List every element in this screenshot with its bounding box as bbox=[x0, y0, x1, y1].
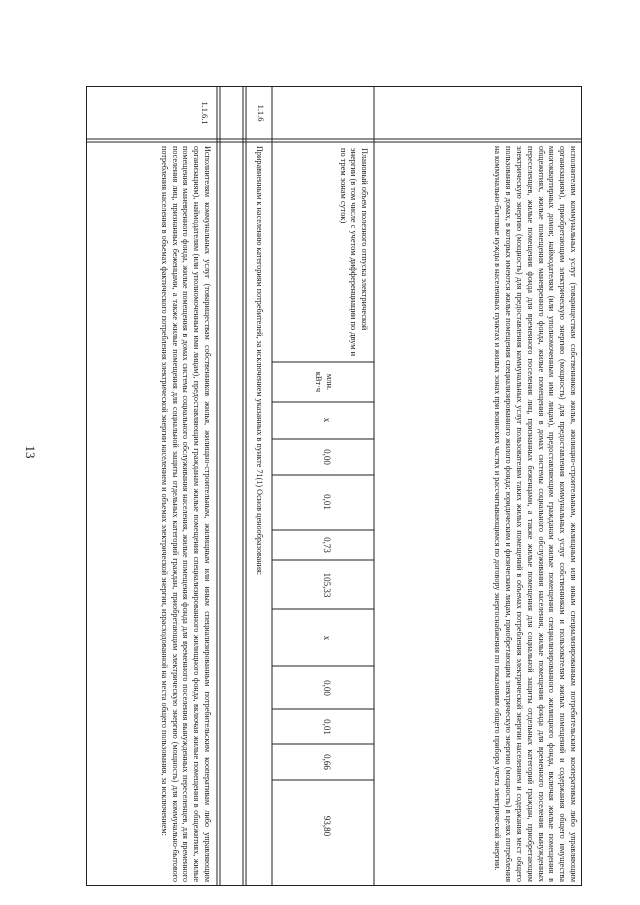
volume-value-7: 0,00 bbox=[322, 680, 332, 696]
volume-value-9: 0,66 bbox=[322, 754, 332, 770]
code-1-1-6-1: 1.1.6.1 bbox=[200, 101, 209, 125]
volume-value-8: 0,01 bbox=[322, 719, 332, 735]
volume-label: Плановый объем полезного отпуска электрической энергии (в том числе с учетом дифференциации по двум и по трем зонам суток) bbox=[339, 148, 369, 357]
code-1-1-6: 1.1.6 bbox=[256, 104, 265, 122]
volume-value-4: 0,73 bbox=[322, 537, 332, 553]
volume-value-6: х bbox=[322, 635, 332, 641]
row-1-1-6-text: Приравненным к населению категориям потребителей, за исключением указанных в пункте 71(1) Основ ценообразования: bbox=[255, 146, 264, 576]
intro-text-block: исполнителям коммунальных услуг (товариществам собственников жилья, жилищно-строительным, жилищным или иным специализированным потребительским кооперативам либо управляющим организациям), приобретающим электрическую энергию (мощность) для предоставления коммунальных услуг собственникам и пользователям жилых помещений и содержания общего имущества многоквартирных домов; наймодателям (или уполномоченным ими лицам), предоставляющим гражданам жилые помещения специализированного жилищного фонда, включая жилые помещения в общежитиях, жилые помещения маневренного фонда, жилые помещения в домах системы социального обслуживания населения, жилые помещения фонда для временного поселения вынужденных переселенцев, жилые помещения фонда для временного поселения лиц, признанных беженцами, а также жилые помещения для социальной защиты отдельных категорий граждан, приобретающим электрическую энергию (мощность) для предоставления коммунальных услуг пользователям таких жилых помещений в объемах потребления электрической энергии населением и содержания мест общего пользования в домах, в которых имеются жилые помещения специализированного жилого фонда; юридическим и физическим лицам, приобретающим электрическую энергию (мощность) в целях потребления на коммунально-бытовые нужды в населенных пунктах и жилых зонах при воинских частях и рассчитывающимся по договору энергоснабжения по показаниям общего прибора учета электрической энергии. bbox=[493, 146, 578, 882]
volume-unit: млн. кВт·ч bbox=[314, 371, 334, 393]
rotated-page bbox=[86, 86, 582, 886]
volume-value-10: 93,80 bbox=[322, 815, 332, 837]
volume-value-5: 105,33 bbox=[322, 572, 332, 598]
page-number: 13 bbox=[23, 445, 38, 459]
row-1-1-6-1-text: Исполнителям коммунальных услуг (товариществам собственников жилья, жилищно-строительным, жилищным или иным специализированным потребительским кооперативам либо управляющим организациям), наймодателям (или уполномоченным ими лицам), предоставляющим гражданам жилые помещения специализированного жилищного фонда, включая жилые помещения в общежитиях, жилые помещения маневренного фонда, жилые помещения в домах системы социального обслуживания населения, жилые помещения фонда для временного поселения вынужденных переселенцев, для временного поселения лиц, признанных беженцами, а также жилые помещения для социальной защиты отдельных категорий граждан, приобретающим электрическую энергию (мощность) для коммунально-бытового потребления населения в объемах фактического потребления электрической энергии населением и объемах электрической энергии, израсходованной на места общего пользования, за исключением: bbox=[159, 146, 212, 882]
volume-value-2: 0,00 bbox=[322, 449, 332, 465]
volume-value-1: х bbox=[322, 417, 332, 423]
volume-value-3: 0,01 bbox=[322, 494, 332, 510]
